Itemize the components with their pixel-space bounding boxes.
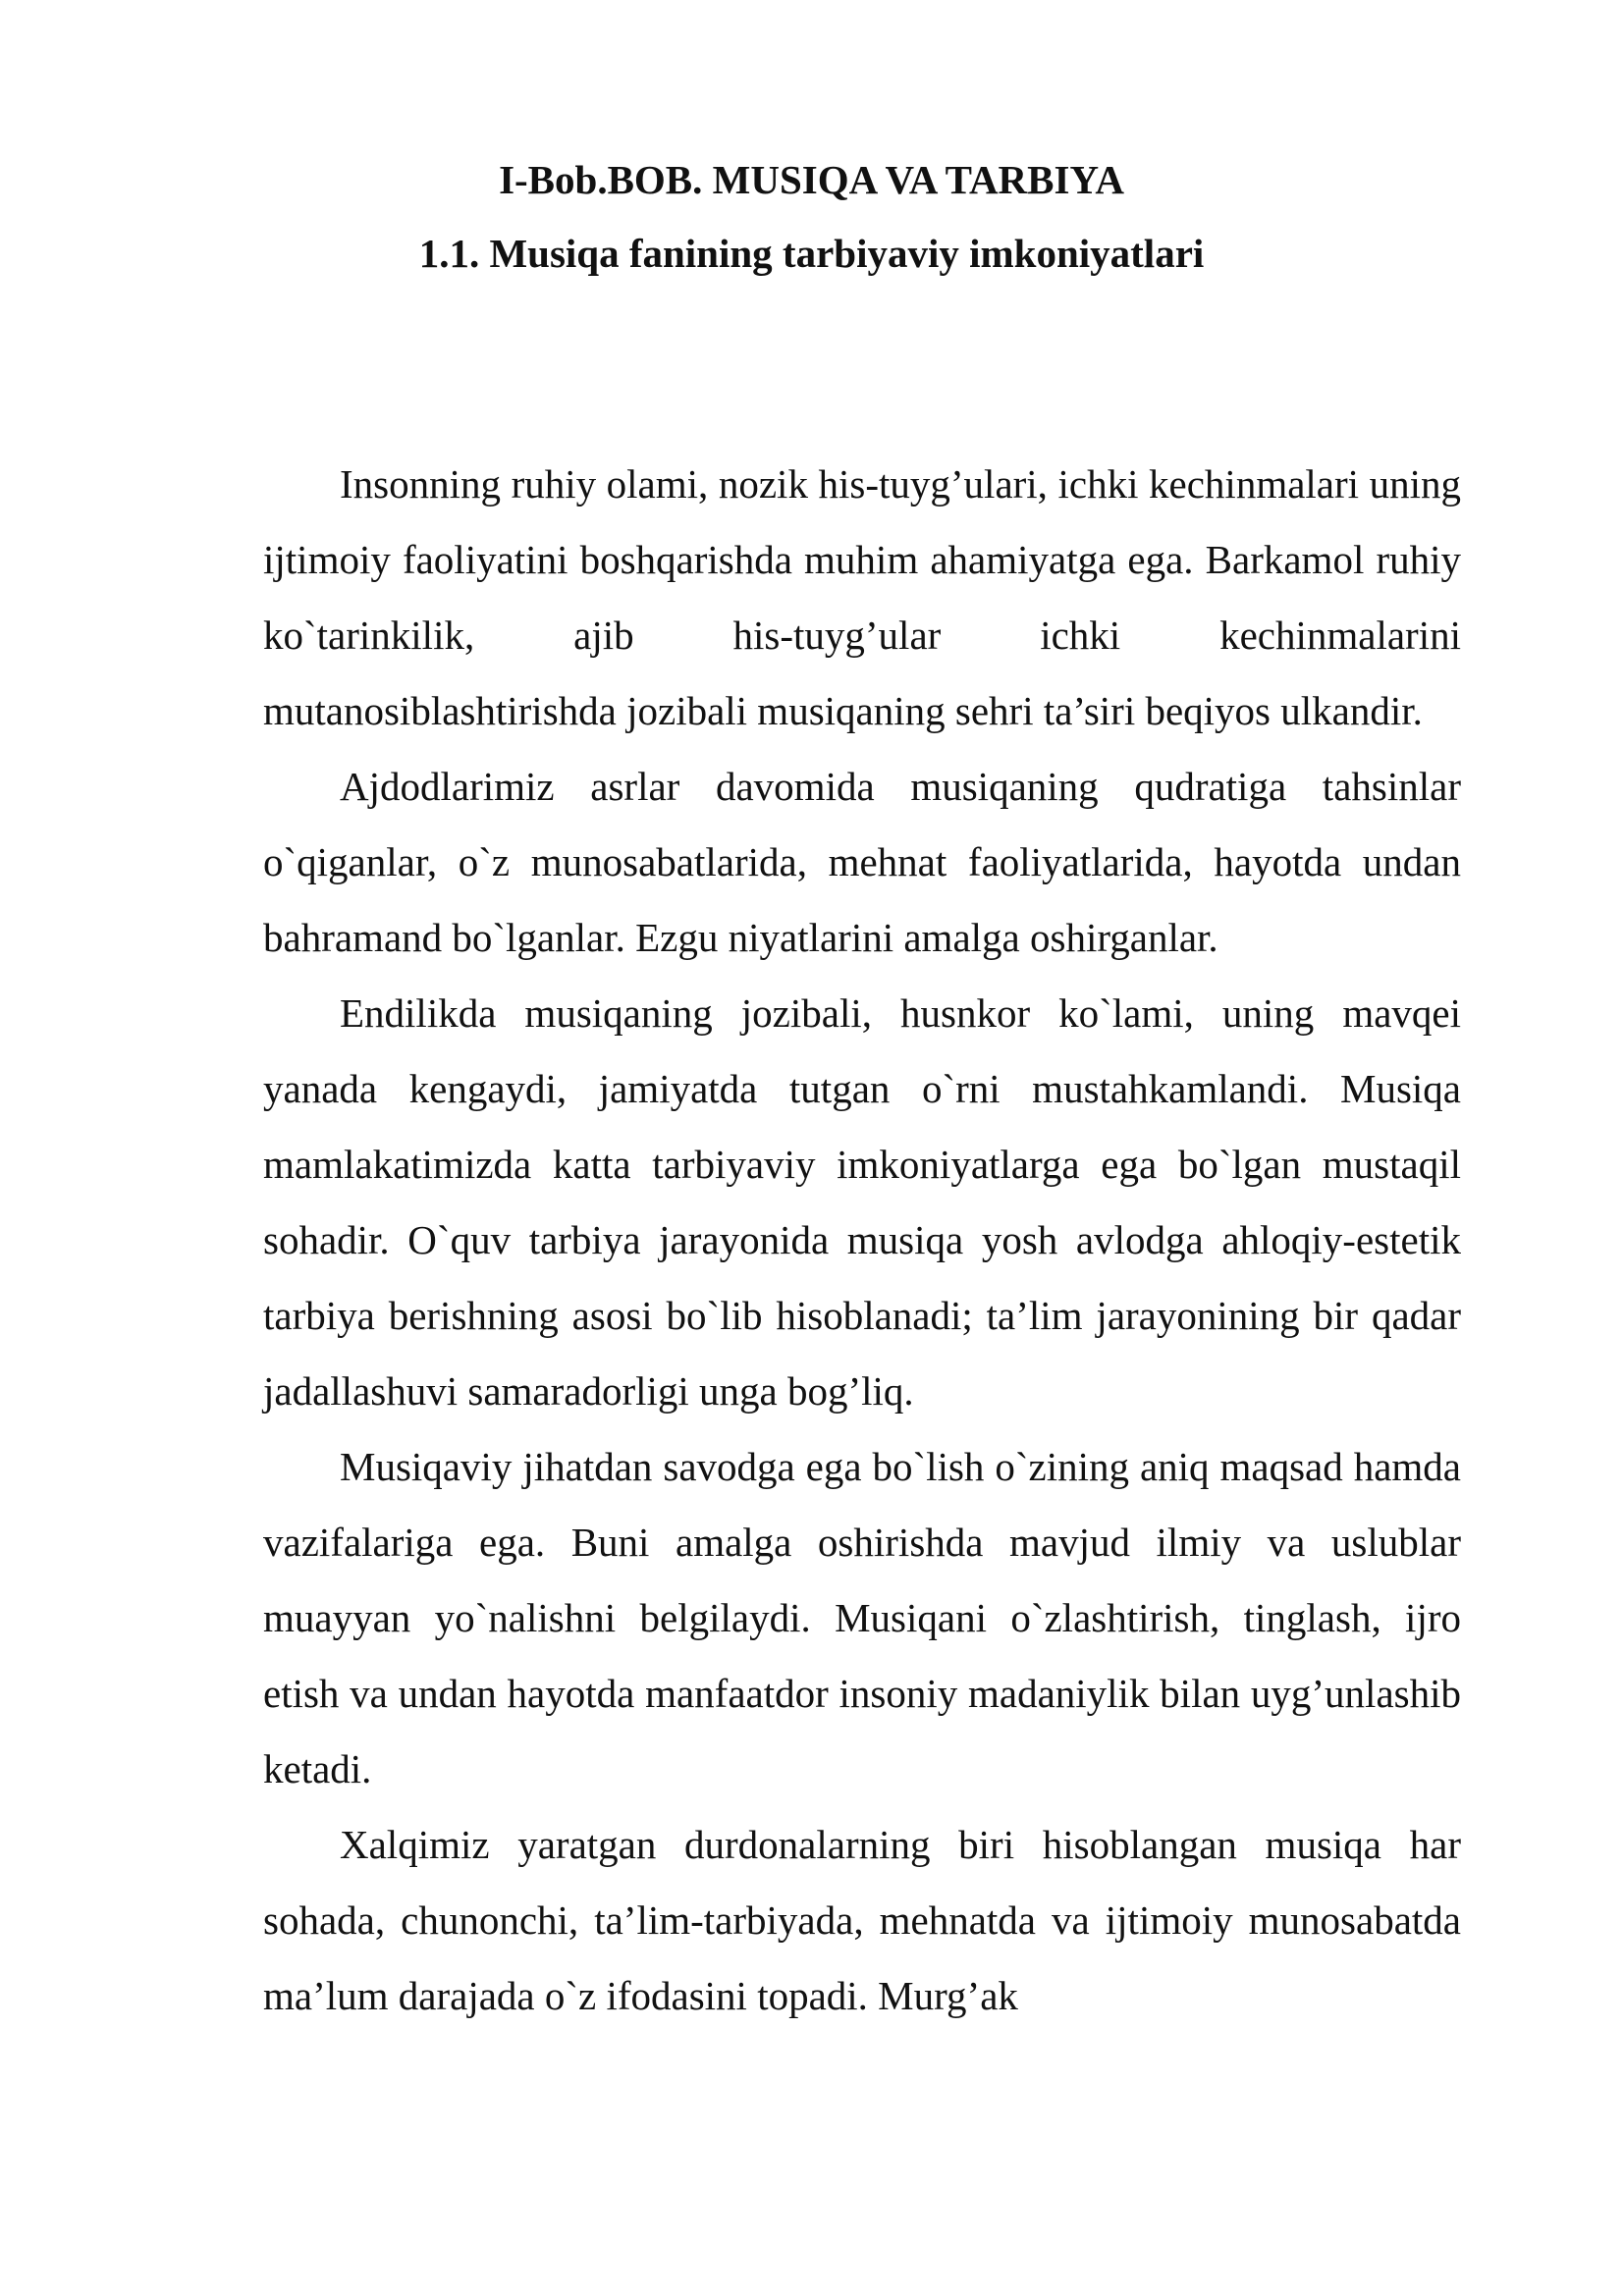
paragraph-5: Xalqimiz yaratgan durdonalarning biri hisoblangan musiqa har sohada, chunonchi, ta’lim-tarbiyada, mehnatda va ijtimoiy munosabatda ma’lum darajada o`z ifodasini topadi. Murg’ak <box>263 1822 1461 2018</box>
chapter-title: I-Bob.BOB. MUSIQA VA TARBIYA <box>499 157 1124 202</box>
section-title: 1.1. Musiqa fanining tarbiyaviy imkoniyatlari <box>418 231 1205 276</box>
paragraph-2: Ajdodlarimiz asrlar davomida musiqaning qudratiga tahsinlar o`qiganlar, o`z munosabatlarida, mehnat faoliyatlarida, hayotda undan bahramand bo`lganlar. Ezgu niyatlarini amalga oshirganlar. <box>263 764 1461 960</box>
body-text <box>263 447 1461 2034</box>
paragraph-4: Musiqaviy jihatdan savodga ega bo`lish o`zining aniq maqsad hamda vazifalariga ega. Buni amalga oshirishda mavjud ilmiy va uslublar muayyan yo`nalishni belgilaydi. Musiqani o`zlashtirish, tinglash, ijro etish va undan hayotda manfaatdor insoniy madaniylik bilan uyg’unlashib ketadi. <box>263 1444 1461 1791</box>
paragraph-1: Insonning ruhiy olami, nozik his-tuyg’ulari, ichki kechinmalari uning ijtimoiy faoliyatini boshqarishda muhim ahamiyatga ega. Barkamol ruhiy ko`tarinkilik, ajib his-tuyg’ular ichki kechinmalarini mutanosiblashtirishda jozibali musiqaning sehri ta’siri beqiyos ulkandir. <box>263 461 1461 733</box>
paragraph-3: Endilikda musiqaning jozibali, husnkor ko`lami, uning mavqei yanada kengaydi, jamiyatda tutgan o`rni mustahkamlandi. Musiqa mamlakatimizda katta tarbiyaviy imkoniyatlarga ega bo`lgan mustaqil sohadir. O`quv tarbiya jarayonida musiqa yosh avlodga ahloqiy-estetik tarbiya berishning asosi bo`lib hisoblanadi; ta’lim jarayonining bir qadar jadallashuvi samaradorligi unga bog’liq. <box>263 990 1461 1414</box>
